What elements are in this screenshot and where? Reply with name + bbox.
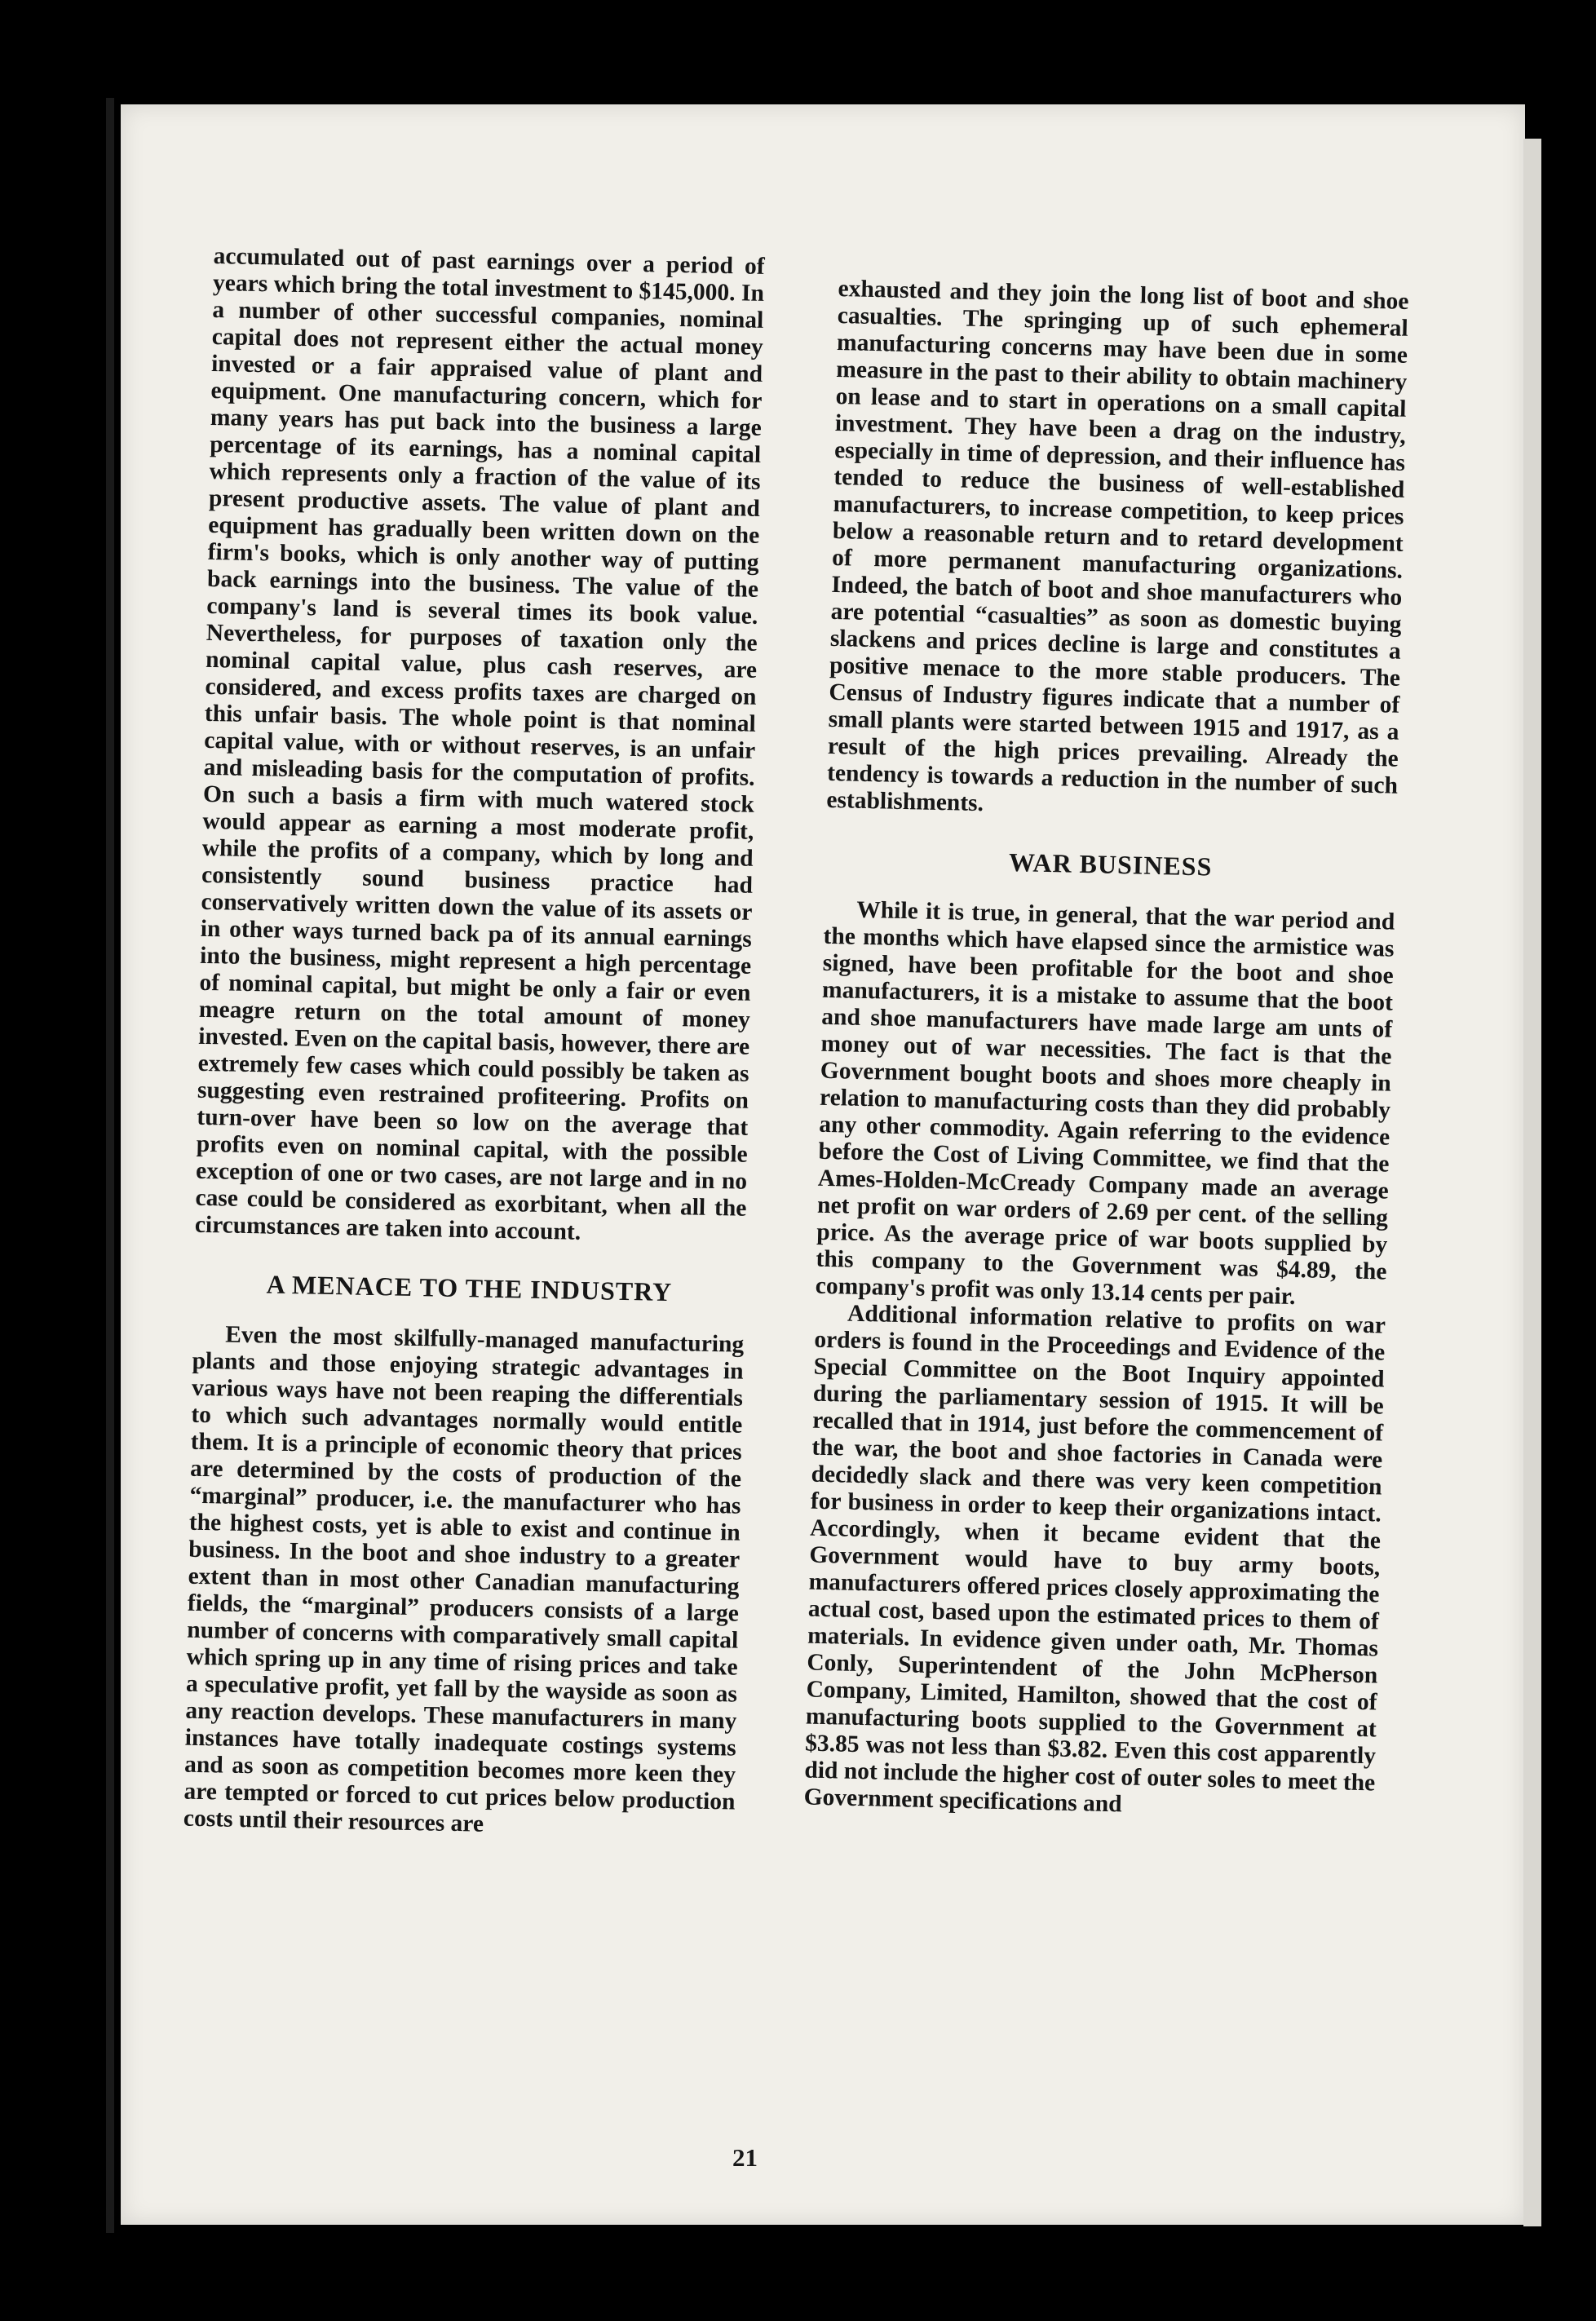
heading-menace-to-industry: A MENACE TO THE INDUSTRY — [266, 1269, 673, 1307]
right-paragraph-2: While it is true, in general, that the war period and the months which have elapsed since the armistice was signed, have been profitable for the boot and shoe manufacturers, it is a mistake to assume that the boot and shoe manufacturers have made large am unts of money out of war necessities. The fact is that the Government bought boots and shoes more cheaply in relation to manufacturing costs than they did probably any other commodity. Again referring to the evidence before the Cost of Living Committee, we find that the Ames-Holden-McCready Company made an average net profit on war orders of 2.69 per cent. of the selling price. As the average price of war boots supplied by this company to the Government was $4.89, the company's profit was only 13.14 cents per pair. — [815, 896, 1395, 1311]
page-number: 21 — [732, 2143, 758, 2172]
page-left-edge — [106, 98, 114, 2233]
page-right-strip — [1523, 139, 1541, 2226]
left-column — [183, 243, 765, 1843]
left-paragraph-2: Even the most skilfully-managed manufacturing plants and those enjoying strategic advantages in various ways have not been reaping the differentials to which such advantages normally would entitle them. It is a principle of economic theory that prices are determined by the costs of production of the “marginal” producer, i.e. the manufacturer who has the highest costs, yet is able to exist and continue in business. In the boot and shoe industry to a greater extent than in most other Canadian manufacturing fields, the “marginal” producers consists of a large number of concerns with comparatively small capital which spring up in any time of rising prices and take a speculative profit, yet fall by the wayside as soon as any reaction develops. These manufacturers in many instances have totally inadequate costings systems and as soon as competition becomes more keen they are tempted or forced to cut prices below production costs until their resources are — [183, 1321, 745, 1837]
right-column — [803, 276, 1409, 1824]
heading-war-business: WAR BUSINESS — [1008, 847, 1213, 882]
right-paragraph-3: Additional information relative to profits on war orders is found in the Proceedings and Evidence of the Special Committee on the Boot Inquiry appointed during the parliamentary session of 1915. It will be recalled that in 1914, just before the commencement of the war, the boot and shoe factories in Canada were decidedly slack and there was very keen competition for business in order to keep their organizations intact. Accordingly, when it became evident that the Government would have to buy army boots, manufacturers offered prices closely approximating the actual cost, based upon the estimated prices to them of materials. In evidence given under oath, Mr. Thomas Conly, Superintendent of the John McPherson Company, Limited, Hamilton, showed that the cost of manufacturing boots supplied to the Government at $3.85 was not less than $3.82. Even this cost apparently did not include the higher cost of outer soles to meet the Government specifications and — [803, 1300, 1386, 1818]
left-paragraph-1: accumulated out of past earnings over a period of years which bring the total investment to $145,000. In a number of other successful companies, nominal capital does not represent either the actual money invested or a fair appraised value of plant and equipment. One manufacturing concern, which for many years has put back into the business a large percentage of its earnings, has a nominal capital which represents only a fraction of the value of its present productive assets. The value of plant and equipment has gradually been written down on the firm's books, which is only another way of putting back earnings into the business. The value of the company's land is several times its book value. Nevertheless, for purposes of taxation only the nominal capital value, plus cash reserves, are considered, and excess profits taxes are charged on this unfair basis. The whole point is that nominal capital value, with or without reserves, is an unfair and misleading basis for the computation of profits. On such a basis a firm with much watered stock would appear as earning a most moderate profit, while the profits of a company, which by long and consistently sound business practice had conservatively written down the value of its assets or in other ways turned back pa of its annual earnings into the business, might represent a high percentage of nominal capital, but might be only a fair or even meagre return on the total amount of money invested. Even on the capital basis, however, there are extremely few cases which could possibly be taken as suggesting even restrained profiteering. Profits on turn-over have been so low on the average that profits even on nominal capital, with the possible exception of one or two cases, are not large and in no case could be considered as exorbitant, when all the circumstances are taken into account. — [194, 243, 765, 1245]
right-paragraph-1: exhausted and they join the long list of boot and shoe casualties. The springing up of such ephemeral manufacturing concerns may have been due in some measure in the past to their ability to obtain machinery on lease and to start in operations on a small capital investment. They have been a drag on the industry, especially in time of depression, and their influence has tended to reduce the business of well-established manufacturers, to increase competition, to keep prices below a reasonable return and to retard development of more permanent manufacturing organizations. Indeed, the batch of boot and shoe manufacturers who are potential “casualties” as soon as domestic buying slackens and prices decline is large and constitutes a positive menace to the more stable producers. The Census of Industry figures indicate that a number of small plants were started between 1915 and 1917, as a result of the high prices prevailing. Already the tendency is towards a reduction in the number of such establishments. — [826, 276, 1409, 817]
